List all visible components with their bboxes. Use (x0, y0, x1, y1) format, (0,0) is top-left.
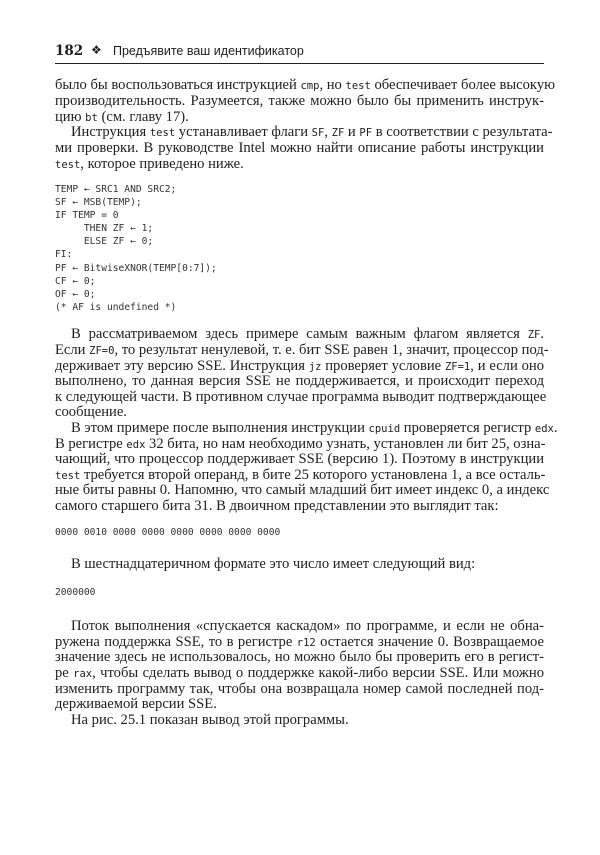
paragraph-line (55, 482, 550, 498)
page-number: 182 (55, 43, 84, 59)
paragraph-line (55, 342, 549, 359)
inline-code: PF (359, 127, 373, 139)
text-run: В регистре (55, 436, 127, 452)
paragraph-line (71, 712, 544, 728)
code-line: CF ← 0; (55, 275, 96, 287)
code-line: TEMP ← SRC1 AND SRC2; (55, 184, 177, 195)
text-run: Поток выполнения «спускается каскадом» по программе, и если не обна- (71, 618, 544, 634)
paragraph-line (71, 618, 544, 634)
text-run: самого старшего бита 31. В двоичном представлении это выглядит так: (55, 498, 499, 514)
paragraph-line (55, 681, 544, 697)
code-line: FI: (55, 249, 73, 261)
text-run: , чтобы сделать вывод о поддержке какой-либо версии SSE. Или можно (92, 665, 544, 681)
text-run: проверяется регистр (400, 420, 535, 436)
code-line: SF ← MSB(TEMP); (55, 197, 142, 209)
text-run: в соответствии с результата- (372, 124, 553, 140)
paragraph-line (55, 404, 544, 420)
inline-code: ZF=0 (89, 345, 115, 357)
inline-code: cmp (300, 80, 320, 92)
paragraph-line (71, 420, 558, 437)
code-listing (55, 183, 217, 314)
text-run: и (344, 124, 360, 140)
inline-code: edx (126, 439, 146, 451)
text-run: В рассматриваемом здесь примере самым важным флагом является (71, 326, 528, 342)
text-run: , но (319, 77, 346, 93)
paragraph-line (71, 556, 544, 572)
text-run: В этом примере после выполнения инструкции (71, 420, 369, 436)
text-run: 32 бита, но нам необходимо узнать, установлен ли бит 25, озна- (145, 436, 546, 452)
paragraph-line (55, 451, 544, 467)
code-line: 0000 0010 0000 0000 0000 0000 0000 0000 (55, 527, 281, 538)
code-listing (55, 526, 280, 539)
code-listing (55, 586, 95, 599)
paragraph-line (71, 124, 553, 141)
inline-code: test (55, 159, 81, 171)
text-run: значение здесь не использовалось, но можно было бы проверить его в регист- (55, 649, 544, 665)
inline-code: test (55, 470, 81, 482)
text-run: , и если оно (470, 358, 545, 374)
inline-code: ZF (527, 329, 541, 341)
text-run: , (324, 124, 332, 140)
text-run: устанавливает флаги (175, 124, 312, 140)
code-line: ELSE ZF ← 0; (55, 236, 154, 248)
text-run: В шестнадцатеричном формате это число имеет следующий вид: (71, 556, 476, 572)
text-run: ми проверки. В руководстве Intel можно найти описание работы инструкции (55, 140, 544, 156)
text-run: . (540, 326, 544, 342)
text-run: к следующей части. В противном случае программа выводит подтверждающее (55, 389, 547, 405)
inline-code: test (345, 80, 371, 92)
text-run: сообщение. (55, 404, 127, 420)
text-run: ные биты равны 0. Напомню, что самый младший бит имеет индекс 0, а индекс (55, 482, 550, 498)
ornament-icon: ❖ (91, 43, 102, 57)
text-run: проверяет условие (321, 358, 445, 374)
text-run: ре (55, 665, 74, 681)
running-title: Предъявите ваш идентификатор (113, 44, 304, 58)
text-run: цию (55, 109, 86, 125)
inline-code: rax (73, 668, 93, 680)
inline-code: cpuid (368, 423, 401, 435)
code-line: (* AF is undefined *) (55, 301, 177, 313)
paragraph-line (55, 649, 544, 665)
paragraph-line (55, 156, 544, 173)
text-run: , то результат ненулевой, т. е. бит SSE равен 1, значит, процессор под- (114, 342, 549, 358)
text-run: Если (55, 342, 90, 358)
text-run: обеспечивает более высокую (370, 77, 556, 93)
paragraph-line (55, 389, 547, 405)
text-run: (см. главу 17). (97, 109, 189, 125)
text-run: требуется второй операнд, в бите 25 которого установлена 1, а все осталь- (80, 467, 546, 483)
inline-code: ZF (331, 127, 345, 139)
inline-code: jz (308, 361, 322, 373)
text-run: выполнено, то данная версия SSE не поддерживается, и происходит переход (55, 373, 544, 389)
text-run: На рис. 25.1 показан вывод этой программы. (71, 712, 349, 728)
text-run: производительность. Разумеется, также можно было бы применить инструк- (55, 93, 544, 109)
text-run: держиваемой версии SSE. (55, 696, 217, 712)
code-line: PF ← BitwiseXNOR(TEMP[0:7]); (55, 262, 217, 274)
text-run: было бы воспользоваться инструкцией (55, 77, 301, 93)
inline-code: SF (311, 127, 325, 139)
inline-code: r12 (296, 637, 316, 649)
inline-code: ZF=1 (444, 361, 471, 373)
inline-code: test (149, 127, 176, 139)
inline-code: edx (534, 423, 554, 435)
paragraph-line (55, 77, 556, 94)
text-run: остается значение 0. Возвращаемое (315, 634, 545, 650)
paragraph-line (55, 498, 544, 514)
text-run: чающий, что процессор поддерживает SSE (версию 1). Поэтому в инструкции (55, 451, 544, 467)
code-line: OF ← 0; (55, 288, 96, 300)
paragraph-line (55, 696, 544, 712)
text-run: Инструкция (71, 124, 150, 140)
text-run: , которое приведено ниже. (80, 156, 244, 172)
text-run: изменить программу так, чтобы она возвращала номер самой последней под- (55, 681, 544, 697)
code-line: IF TEMP = 0 (55, 210, 119, 222)
paragraph-line (71, 326, 544, 343)
running-header (55, 43, 544, 64)
code-line: 2000000 (55, 587, 96, 598)
paragraph-line (55, 93, 544, 109)
text-run: . (553, 420, 558, 436)
inline-code: bt (85, 112, 98, 124)
paragraph-line (55, 665, 544, 682)
paragraph-line (55, 373, 544, 389)
code-line: THEN ZF ← 1; (55, 223, 154, 235)
paragraph-line (55, 140, 544, 156)
text-run: ружена поддержка SSE, то в регистре (55, 634, 297, 650)
text-run: держивает эту версию SSE. Инструкция (55, 358, 309, 374)
